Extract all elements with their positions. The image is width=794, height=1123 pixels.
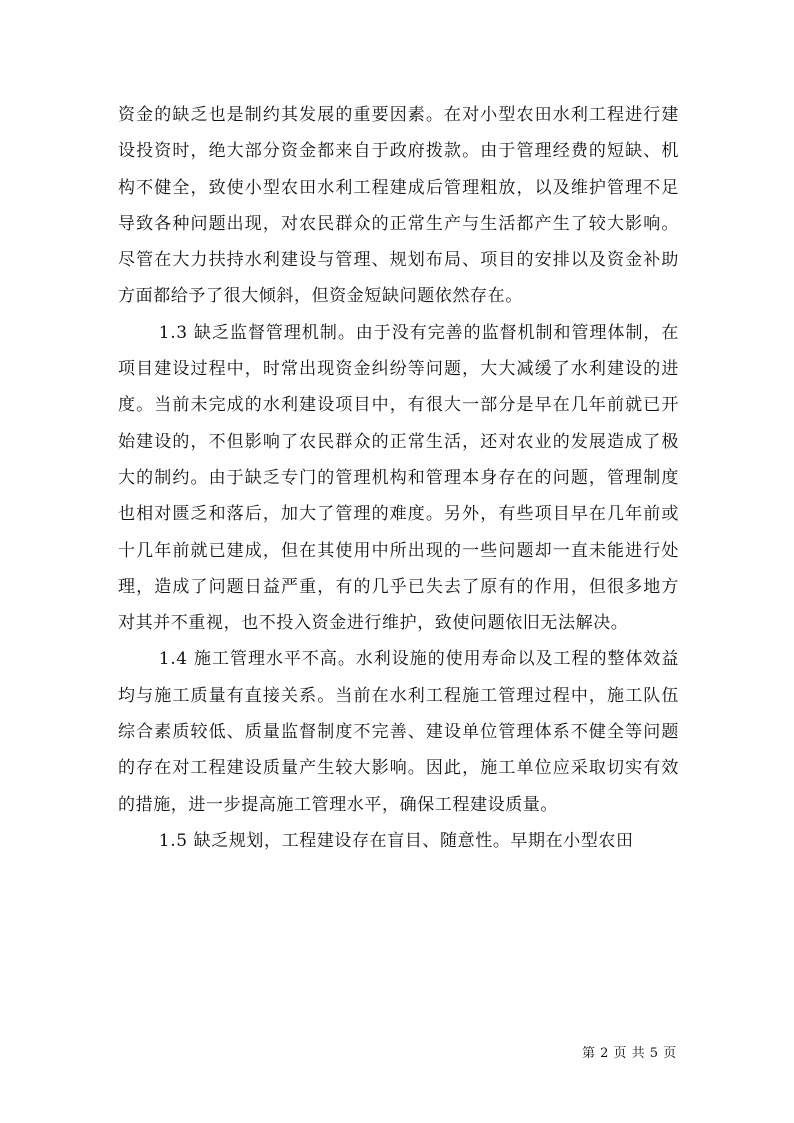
document-body bbox=[118, 97, 679, 859]
paragraph-section-1-3: 1.3 缺乏监督管理机制。由于没有完善的监督机制和管理体制，在项目建设过程中，时常出现资金纠纷等问题，大大减缓了水利建设的进度。当前未完成的水利建设项目中，有很大一部分是早在几年前就已开始建设的，不但影响了农民群众的正常生活，还对农业的发展造成了极大的制约。由于缺乏专门的管理机构和管理本身存在的问题，管理制度也相对匮乏和落后，加大了管理的难度。另外，有些项目早在几年前或十几年前就已建成，但在其使用中所出现的一些问题却一直未能进行处理，造成了问题日益严重，有的几乎已失去了原有的作用，但很多地方对其并不重视，也不投入资金进行维护，致使问题依旧无法解决。 bbox=[118, 322, 679, 634]
page-number-footer: 第 2 页 共 5 页 bbox=[582, 1046, 677, 1061]
paragraph-funding-continued: 资金的缺乏也是制约其发展的重要因素。在对小型农田水利工程进行建设投资时，绝大部分资金都来自于政府拨款。由于管理经费的短缺、机构不健全，致使小型农田水利工程建成后管理粗放，以及维护管理不足导致各种问题出现，对农民群众的正常生产与生活都产生了较大影响。尽管在大力扶持水利建设与管理、规划布局、项目的安排以及资金补助方面都给予了很大倾斜，但资金短缺问题依然存在。 bbox=[118, 105, 679, 307]
paragraph-section-1-5: 1.5 缺乏规划，工程建设存在盲目、随意性。早期在小型农田 bbox=[158, 830, 634, 851]
paragraph-section-1-4: 1.4 施工管理水平不高。水利设施的使用寿命以及工程的整体效益均与施工质量有直接关系。当前在水利工程施工管理过程中，施工队伍综合素质较低、质量监督制度不完善、建设单位管理体系不健全等问题的存在对工程建设质量产生较大影响。因此，施工单位应采取切实有效的措施，进一步提高施工管理水平，确保工程建设质量。 bbox=[118, 649, 679, 815]
